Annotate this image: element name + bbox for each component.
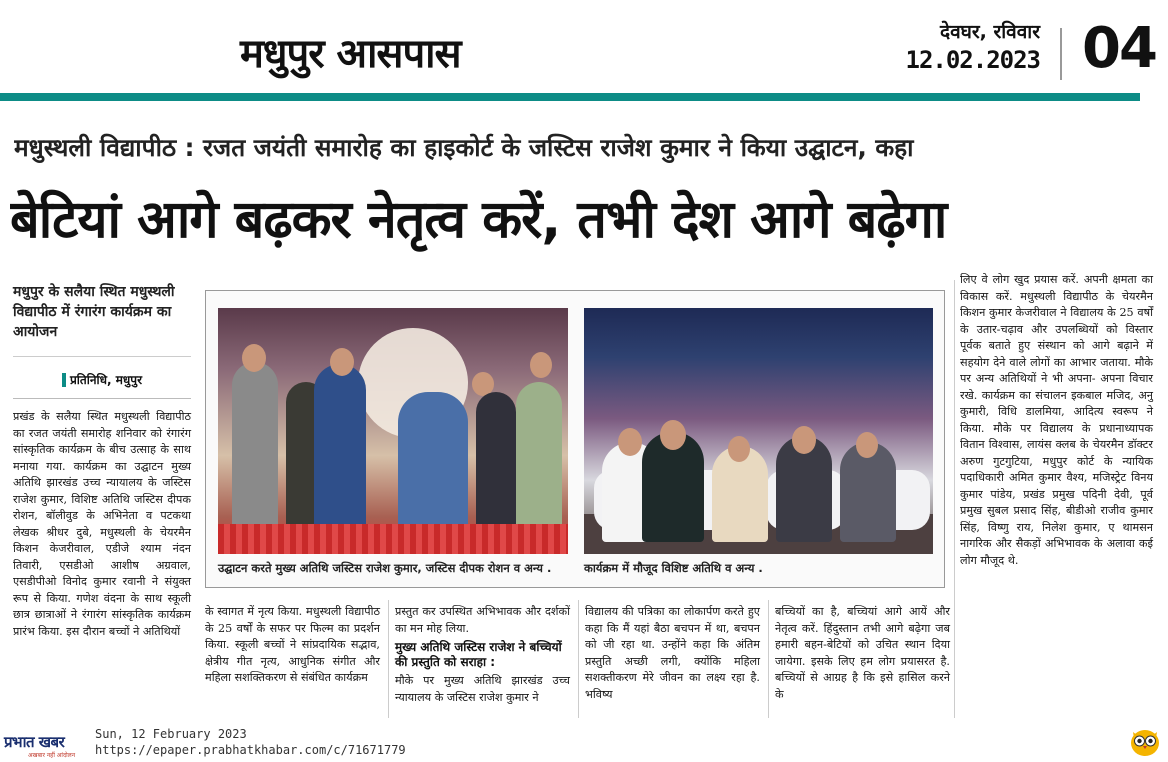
person-figure [232, 362, 278, 542]
photo-frame [205, 290, 945, 588]
body-column-2 [395, 604, 570, 706]
person-head [330, 348, 354, 376]
column-divider [578, 600, 579, 718]
article-deck: मधुपुर के सलैया स्थित मधुस्थली विद्यापीठ में रंगारंग कार्यक्रम का आयोजन [13, 284, 175, 340]
person-head [660, 420, 686, 450]
person-head [242, 344, 266, 372]
photo-caption-2: कार्यक्रम में मौजूद विशिष्ट अतिथि व अन्य . [584, 561, 763, 575]
body-column-1: के स्वागत में नृत्य किया. मधुस्थली विद्यापीठ के 25 वर्षों के सफर पर फिल्म का प्रदर्शन किया. स्कूली बच्चों ने सांप्रदायिक सद्भाव, क्षेत्रीय गीत नृत्य, आधुनिक संगीत और महिला सशक्तिकरण से संबंधित कार्यक्रम [205, 605, 380, 684]
owl-mascot-icon[interactable] [1128, 724, 1162, 758]
column-divider [954, 280, 955, 718]
person-figure [476, 392, 516, 542]
photo-inauguration [218, 308, 568, 554]
body-column-right: लिए वे लोग खुद प्रयास करें. अपनी क्षमता का विकास करें. मधुस्थली विद्यापीठ के चेयरमैन किशन कुमार केजरीवाल ने विद्यालय के 25 वर्षों के उतार-चढ़ाव और उपलब्धियों को विस्तार पूर्वक बताते हुए संस्थान को आगे बढ़ाने में सहयोग देने वाले लोगों का आभार जताया. मौके पर अन्य अतिथियों ने भी अपना- अपना विचार रखे. कार्यक्रम का संचालन इकबाल मजिद, अनु कुमारी, विधि डालमिया, आदित्य स्वरूप ने किया. मौके पर विद्यालय के प्रधानाध्यापक वितान विश्वास, लायंस क्लब के चेयरमैन डॉक्टर अरुण गुटगुटिया, मधुपुर कोर्ट के न्यायिक पदाधिकारी अमित कुमार वैश्य, मजिस्ट्रेट विनय कुमार पांडेय, प्रखंड प्रमुख पदिनी देवी, पूर्व प्रमुख सुबल प्रसाद सिंह, बीडीओ राजीव कुमार सिंह, विष्णु राय, निलेश कुमार, ए थामसन नागरिक और सैकड़ों अभिभावक के अलावा कई लोग मौजूद थे. [960, 273, 1153, 567]
body-column-2-text-a: प्रस्तुत कर उपस्थित अभिभावक और दर्शकों का मन मोह लिया. [395, 605, 570, 635]
person-figure [398, 392, 468, 542]
deck-divider [13, 356, 191, 357]
left-column [13, 282, 191, 640]
person-head [728, 436, 750, 462]
body-column-left: प्रखंड के सलैया स्थित मधुस्थली विद्यापीठ का रजत जयंती समारोह शनिवार को रंगारंग सांस्कृतिक कार्यक्रम के बीच उत्साह के साथ मनाया गया. कार्यक्रम का उद्घाटन मुख्य अतिथि झारखंड उच्च न्यायालय के जस्टिस राजेश कुमार, विशिष्ट अतिथि जस्टिस दीपक रोशन, बॉलीवुड के अभिनेता व पटकथा लेखक श्रीधर दुबे, मधुस्थली के चेयरमैन किशन केजरीवाल, एडीजे श्याम नंदन तिवारी, एसडीओ आशीष अग्रवाल, एसडीपीओ विनोद कुमार रवानी ने संयुक्त रूप से किया. गणेश वंदना के साथ स्कूली छात्र छात्राओं ने रंगारंग सांस्कृतिक कार्यक्रम प्रारंभ किया. इस दौरान बच्चों ने अतिथियों [13, 410, 191, 638]
body-column-2-text-b: मौके पर मुख्य अतिथि झारखंड उच्च न्यायालय के जस्टिस राजेश कुमार ने [395, 674, 570, 704]
photo-audience [584, 308, 933, 554]
header-separator [1060, 28, 1062, 80]
carpet [218, 524, 568, 554]
body-column-4: बच्चियों का है, बच्चियां आगे आयें और नेतृत्व करें. हिंदुस्तान तभी आगे बढ़ेगा जब हमारी बहन-बेटियों को उचित स्थान दिया जायेगा. इसके लिए हम लोग प्रयासरत है. बच्चियों से आग्रह है कि इसे हासिल करने के [775, 605, 950, 701]
byline [13, 371, 191, 399]
page-header [0, 0, 1168, 100]
person-head [856, 432, 878, 458]
column-divider [388, 600, 389, 718]
dateline-date: 12.02.2023 [905, 46, 1040, 74]
column-divider [768, 600, 769, 718]
footer-meta [95, 726, 406, 758]
person-figure [516, 382, 562, 542]
body-column-3: विद्यालय की पत्रिका का लोकार्पण करते हुए कहा कि मैं यहां बैठा बचपन में था, बचपन को जी रहा था. उन्होंने कहा कि अंतिम प्रस्तुति अच्छी लगी, क्योंकि महिला सशक्तीकरण मेरे जीवन का लक्ष्य रहा है. भविष्य [585, 605, 760, 701]
person-head [618, 428, 642, 456]
footer-date: Sun, 12 February 2023 [95, 727, 247, 741]
brand-name: प्रभात खबर [4, 733, 65, 751]
body-subhead: मुख्य अतिथि जस्टिस राजेश ने बच्चियों की प्रस्तुति को सराहा : [395, 640, 562, 669]
section-title: मधुपुर आसपास [240, 31, 461, 77]
photo-caption-1: उद्घाटन करते मुख्य अतिथि जस्टिस राजेश कुमार, जस्टिस दीपक रोशन व अन्य . [218, 561, 552, 575]
person-head [530, 352, 552, 378]
article-kicker: मधुस्थली विद्यापीठ : रजत जयंती समारोह का हाइकोर्ट के जस्टिस राजेश कुमार ने किया उद्घाटन, कहा [14, 133, 914, 162]
byline-text: प्रतिनिधि, मधुपुर [62, 373, 142, 387]
article-headline: बेटियां आगे बढ़कर नेतृत्व करें, तभी देश आगे बढ़ेगा [10, 190, 947, 250]
dateline [905, 18, 1040, 74]
dateline-place-day: देवघर, रविवार [940, 21, 1040, 43]
page-number: 04 [1082, 16, 1156, 81]
brand-tagline: अखबार नहीं आंदोलन [28, 752, 76, 759]
person-figure [314, 364, 366, 542]
teal-rule [0, 93, 1140, 101]
footer [0, 722, 1168, 762]
brand-logo[interactable] [4, 732, 92, 758]
footer-url[interactable]: https://epaper.prabhatkhabar.com/c/71671779 [95, 743, 406, 757]
person-head [792, 426, 816, 454]
